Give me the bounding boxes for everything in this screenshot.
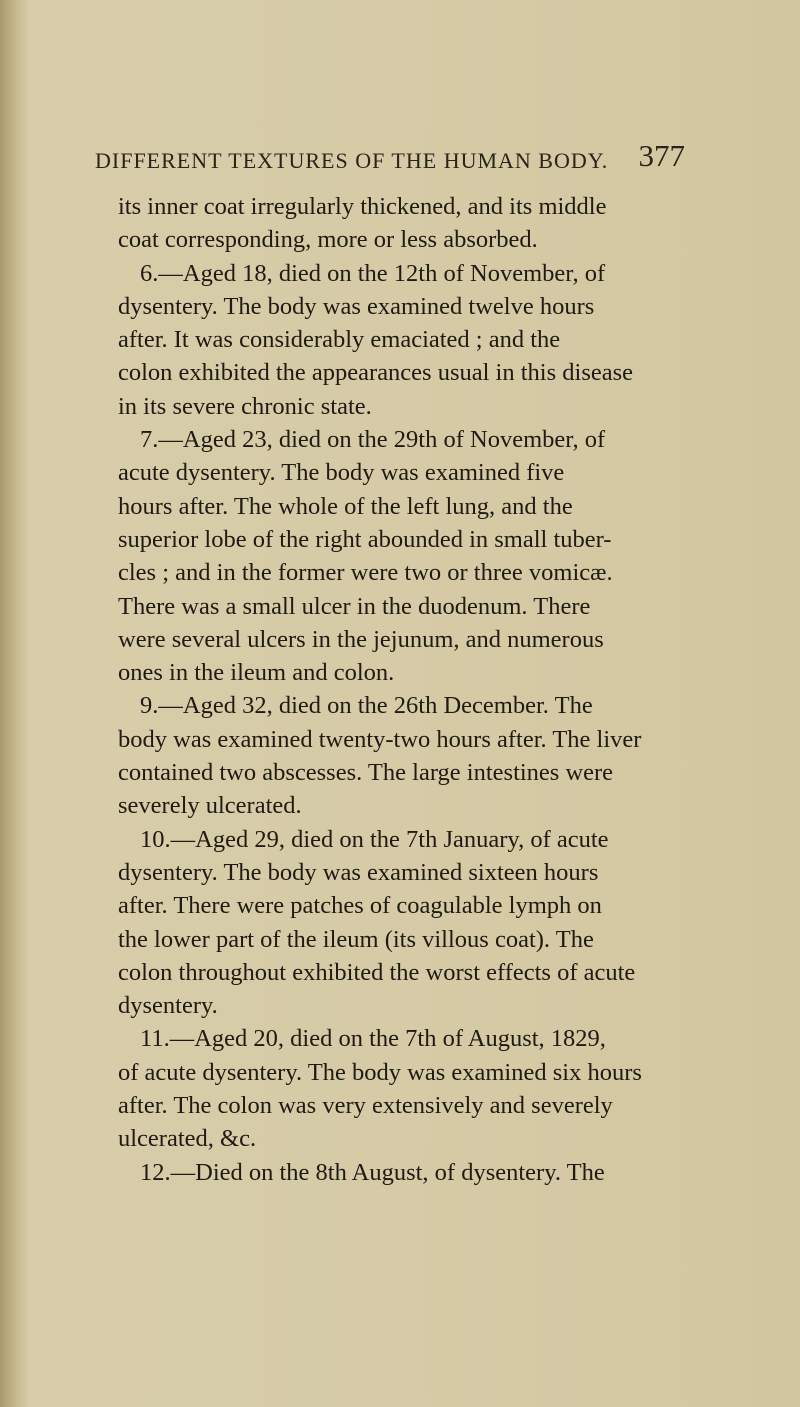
paragraph-continuation: its inner coat irregularly thickened, and its middle coat corresponding, more or less absorbed. [118,193,607,254]
paragraph-case-7: 7.—Aged 23, died on the 29th of November, of acute dysentery. The body was examined five hours after. The whole of the left lung, and the superior lobe of the right abounded in small tuber- cles ; and in the former were two or three vomicæ. There was a small ulcer in the duodenum. There were several ulcers in the jejunum, and numerous ones in the ileum and colon. [118,426,613,687]
running-title: DIFFERENT TEXTURES OF THE HUMAN BODY. [95,148,609,173]
body-text [118,190,683,1189]
paragraph-case-6: 6.—Aged 18, died on the 12th of November, of dysentery. The body was examined twelve hours after. It was considerably emaciated ; and the colon exhibited the appearances usual in this disease in its severe chronic state. [118,259,634,420]
paragraph-case-10: 10.—Aged 29, died on the 7th January, of acute dysentery. The body was examined sixteen hours after. There were patches of coagulable lymph on the lower part of the ileum (its villous coat). The colon throughout exhibited the worst effects of acute dysentery. [118,825,636,1020]
page-number: 377 [638,138,685,173]
paragraph-case-9: 9.—Aged 32, died on the 26th December. The body was examined twenty-two hours after. The liver contained two abscesses. The large intestines were severely ulcerated. [118,692,642,820]
paragraph-case-12: 12.—Died on the 8th August, of dysentery. The [140,1158,605,1186]
running-head [95,138,685,178]
paragraph-case-11: 11.—Aged 20, died on the 7th of August, 1829, of acute dysentery. The body was examined six hours after. The colon was very extensively and severely ulcerated, &c. [118,1025,642,1153]
